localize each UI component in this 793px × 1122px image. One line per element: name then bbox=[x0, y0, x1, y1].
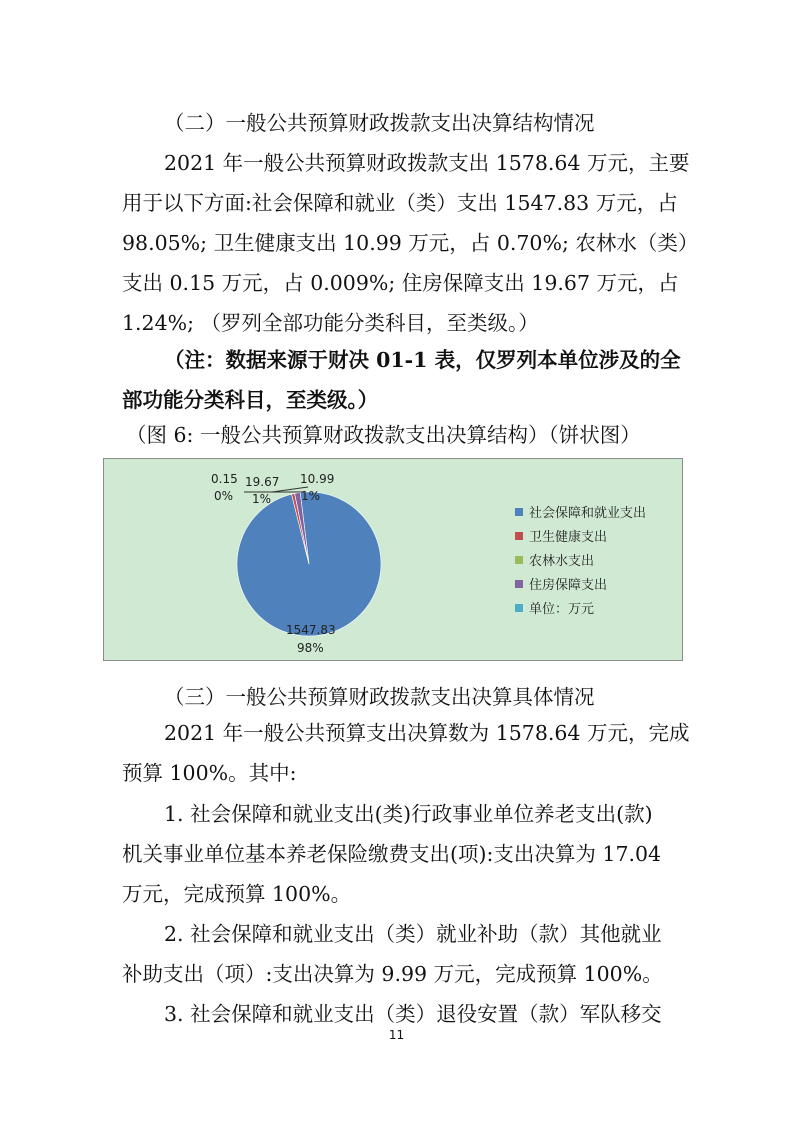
paragraph-line: 补助支出（项）:支出决算为 9.99 万元，完成预算 100%。 bbox=[122, 962, 663, 986]
paragraph-line: 2021 年一般公共预算支出决算数为 1578.64 万元，完成 bbox=[164, 721, 690, 745]
note-line: 部功能分类科目，至类级。） bbox=[122, 388, 379, 412]
legend-item bbox=[515, 526, 607, 545]
label-pct-agri: 0% bbox=[214, 489, 234, 503]
paragraph-line: 98.05%; 卫生健康支出 10.99 万元，占 0.70%; 农林水（类） bbox=[122, 231, 699, 255]
paragraph-line: 用于以下方面:社会保障和就业（类）支出 1547.83 万元，占 bbox=[122, 191, 678, 215]
legend-swatch bbox=[515, 532, 523, 540]
legend-label: 住房保障支出 bbox=[529, 578, 608, 593]
label-value-social: 1547.83 bbox=[286, 623, 336, 637]
label-value-housing: 19.67 bbox=[245, 475, 280, 489]
legend-swatch bbox=[515, 580, 523, 588]
pie-chart-area bbox=[103, 458, 683, 661]
label-pct-housing: 1% bbox=[252, 492, 272, 506]
label-value-agri: 0.15 bbox=[211, 472, 238, 486]
legend-item bbox=[515, 502, 646, 521]
legend-swatch bbox=[515, 556, 523, 564]
label-value-health: 10.99 bbox=[300, 472, 335, 486]
legend-swatch bbox=[515, 604, 523, 612]
note-line: （注：数据来源于财决 01-1 表，仅罗列本单位涉及的全 bbox=[164, 348, 681, 372]
pie-chart bbox=[104, 459, 684, 662]
paragraph-line: 支出 0.15 万元，占 0.009%; 住房保障支出 19.67 万元，占 bbox=[122, 271, 679, 295]
paragraph-line: 1.24%; （罗列全部功能分类科目，至类级。） bbox=[122, 311, 539, 335]
label-pct-health: 1% bbox=[301, 489, 321, 503]
legend-item bbox=[515, 598, 594, 617]
paragraph-line: 万元，完成预算 100%。 bbox=[122, 882, 352, 906]
paragraph-line: 机关事业单位基本养老保险缴费支出(项):支出决算为 17.04 bbox=[122, 842, 662, 866]
paragraph-line: 预算 100%。其中: bbox=[122, 761, 297, 785]
legend-item bbox=[515, 550, 594, 569]
paragraph-line: 3. 社会保障和就业支出（类）退役安置（款）军队移交 bbox=[164, 1002, 662, 1026]
paragraph-line: 2. 社会保障和就业支出（类）就业补助（款）其他就业 bbox=[164, 922, 662, 946]
figure-caption: （图 6: 一般公共预算财政拨款支出决算结构）（饼状图） bbox=[126, 423, 641, 447]
legend-label: 农林水支出 bbox=[529, 554, 595, 569]
page-number: 11 bbox=[388, 1028, 405, 1042]
legend-swatch bbox=[515, 508, 523, 516]
label-pct-social: 98% bbox=[297, 641, 324, 655]
paragraph-line: 1. 社会保障和就业支出(类)行政事业单位养老支出(款) bbox=[164, 802, 653, 826]
paragraph-line: 2021 年一般公共预算财政拨款支出 1578.64 万元，主要 bbox=[164, 151, 690, 175]
legend-label: 社会保障和就业支出 bbox=[529, 506, 647, 521]
section2-heading: （二）一般公共预算财政拨款支出决算结构情况 bbox=[164, 111, 595, 135]
legend-label: 卫生健康支出 bbox=[529, 530, 608, 545]
section3-heading: （三）一般公共预算财政拨款支出决算具体情况 bbox=[164, 685, 595, 709]
legend-label: 单位：万元 bbox=[529, 602, 595, 617]
legend-item bbox=[515, 574, 607, 593]
